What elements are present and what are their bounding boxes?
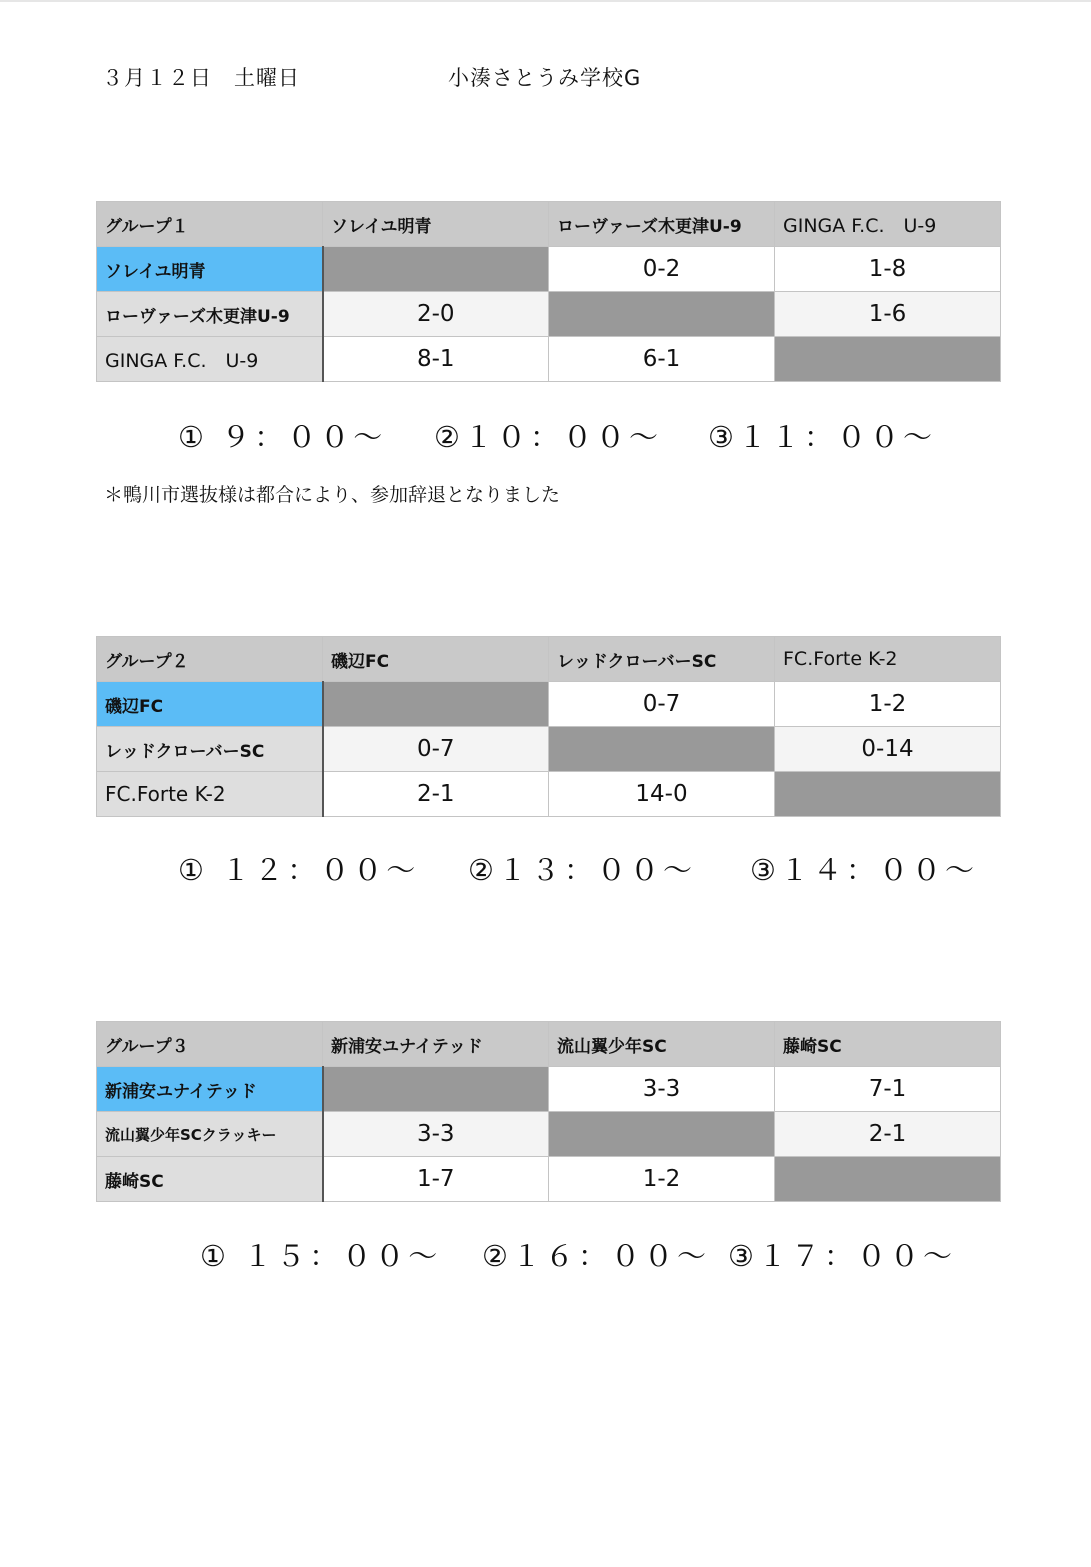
score-cell: 2-0 [323,292,549,337]
kickoff-time: ②１３：００～ [468,853,696,887]
kickoff-time: ① ９：００～ [178,420,387,454]
match-date: ３月１２日 土曜日 [102,66,300,90]
column-team: ローヴァーズ木更津U-9 [549,202,775,247]
score-cell: 6-1 [549,337,775,382]
score-cell: 0-14 [775,727,1001,772]
table-row [97,1157,1001,1202]
table-row [97,1112,1001,1157]
row-team: 藤崎SC [97,1157,323,1202]
column-team: レッドクローバーSC [549,637,775,682]
self-match-cell [775,772,1001,817]
self-match-cell [549,292,775,337]
self-match-cell [549,1112,775,1157]
self-match-cell [775,337,1001,382]
row-team: GINGA F.C. U-9 [97,337,323,382]
table-row [97,772,1001,817]
table-header-row [97,637,1001,682]
row-team: 新浦安ユナイテッド [97,1067,323,1112]
column-team: ソレイユ明青 [323,202,549,247]
column-team: GINGA F.C. U-9 [775,202,1001,247]
group-3-table [96,1021,1001,1202]
row-team: 磯辺FC [97,682,323,727]
table-row [97,247,1001,292]
score-cell: 0-2 [549,247,775,292]
self-match-cell [323,682,549,727]
group-title: グループ２ [97,637,323,682]
score-cell: 0-7 [323,727,549,772]
score-cell: 2-1 [323,772,549,817]
kickoff-time: ① １５：００～ [200,1239,442,1273]
score-cell: 2-1 [775,1112,1001,1157]
column-team: 流山翼少年SC [549,1022,775,1067]
self-match-cell [549,727,775,772]
self-match-cell [323,247,549,292]
kickoff-time: ① １２：００～ [178,853,420,887]
table-row [97,292,1001,337]
group-1-table [96,201,1001,382]
score-cell: 3-3 [549,1067,775,1112]
table-row [97,682,1001,727]
score-cell: 7-1 [775,1067,1001,1112]
group-2-table [96,636,1001,817]
table-row [97,337,1001,382]
score-cell: 1-7 [323,1157,549,1202]
score-cell: 1-8 [775,247,1001,292]
kickoff-time: ②１６：００～ [482,1239,710,1273]
withdrawal-note: ＊鴨川市選抜様は都合により、参加辞退となりました [104,484,561,506]
score-cell: 0-7 [549,682,775,727]
venue-name: 小湊さとうみ学校G [448,66,642,90]
group-title: グループ１ [97,202,323,247]
kickoff-time: ③１７：００～ [728,1239,956,1273]
top-rule [0,0,1091,2]
table-row [97,1067,1001,1112]
table-header-row [97,202,1001,247]
score-cell: 14-0 [549,772,775,817]
table-row [97,727,1001,772]
score-cell: 1-6 [775,292,1001,337]
column-team: 新浦安ユナイテッド [323,1022,549,1067]
group-title: グループ３ [97,1022,323,1067]
score-cell: 1-2 [775,682,1001,727]
self-match-cell [323,1067,549,1112]
row-team: レッドクローバーSC [97,727,323,772]
kickoff-time: ②１０：００～ [434,420,662,454]
score-cell: 3-3 [323,1112,549,1157]
table-header-row [97,1022,1001,1067]
score-cell: 8-1 [323,337,549,382]
self-match-cell [775,1157,1001,1202]
score-cell: 1-2 [549,1157,775,1202]
row-team: FC.Forte K-2 [97,772,323,817]
row-team: 流山翼少年SCクラッキー [97,1112,323,1157]
column-team: 磯辺FC [323,637,549,682]
column-team: FC.Forte K-2 [775,637,1001,682]
row-team: ソレイユ明青 [97,247,323,292]
kickoff-time: ③１１：００～ [708,420,936,454]
column-team: 藤崎SC [775,1022,1001,1067]
row-team: ローヴァーズ木更津U-9 [97,292,323,337]
kickoff-time: ③１４：００～ [750,853,978,887]
